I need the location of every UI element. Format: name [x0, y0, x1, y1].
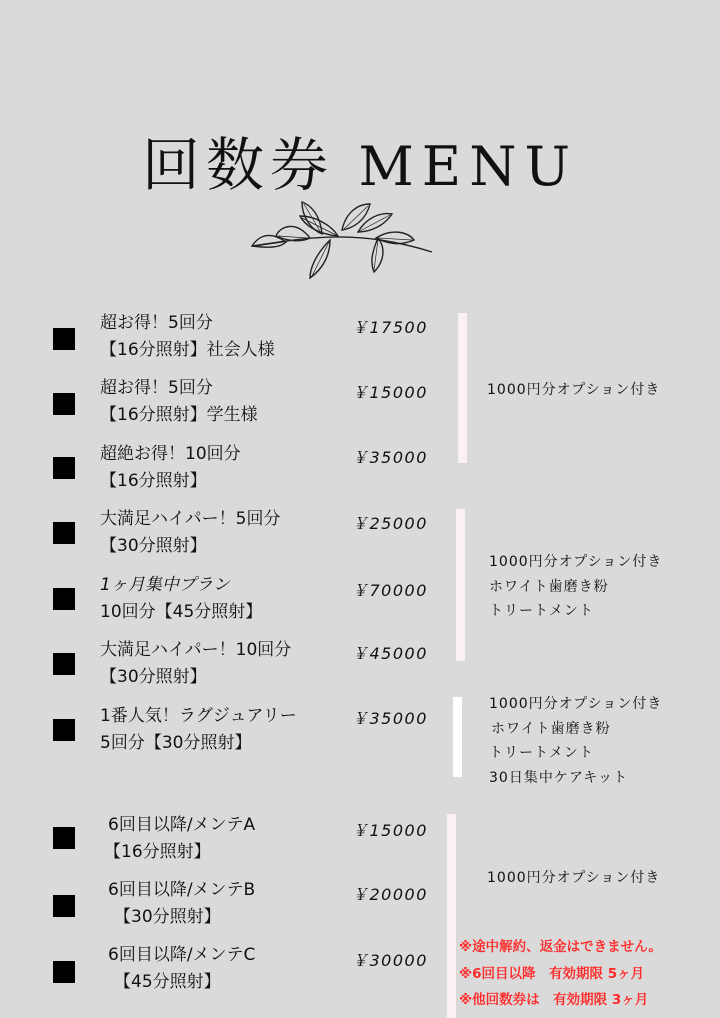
item-name-line2: 【30分照射】 — [100, 667, 207, 687]
note-line: ※6回目以降 有効期限 5ヶ月 — [459, 965, 645, 982]
item-name — [100, 441, 241, 495]
item-price: ￥30000 — [352, 951, 428, 970]
option-line: トリートメント — [489, 745, 594, 761]
group-divider — [458, 313, 467, 463]
menu-item — [0, 443, 460, 503]
item-name-line2: 【30分照射】 — [114, 907, 221, 927]
title-main: 回数券 — [142, 131, 335, 199]
bullet-square — [53, 961, 75, 983]
item-price: ￥15000 — [352, 821, 428, 840]
bullet-square — [53, 588, 75, 610]
item-name-line1: 1番人気！ラグジュアリー — [100, 706, 297, 726]
group-divider — [447, 814, 456, 1018]
option-line: 1000円分オプション付き — [487, 382, 661, 398]
item-name-line2: 【45分照射】 — [114, 972, 221, 992]
item-name — [104, 812, 255, 866]
bullet-square — [53, 457, 75, 479]
item-name-line2: 【30分照射】 — [100, 536, 207, 556]
item-name-line2: 5回分【30分照射】 — [100, 733, 252, 753]
item-name — [100, 637, 291, 691]
menu-item — [0, 706, 460, 766]
item-name — [104, 877, 255, 931]
option-line: 1000円分オプション付き — [489, 696, 663, 712]
item-name — [100, 703, 297, 757]
menu-item — [0, 815, 460, 875]
item-price: ￥45000 — [352, 644, 428, 663]
note-line: ※他回数券は 有効期限 3ヶ月 — [459, 992, 649, 1008]
item-name-line2: 【16分照射】 — [104, 842, 211, 862]
bullet-square — [53, 895, 75, 917]
item-name-line2: 【16分照射】社会人様 — [100, 340, 275, 360]
menu-item — [0, 509, 460, 569]
item-name-line1: 超お得！5回分 — [100, 378, 213, 398]
leaf-branch-icon — [246, 198, 436, 284]
item-price: ￥35000 — [352, 448, 428, 467]
item-name-line1: 6回目以降/メンテC — [108, 945, 256, 965]
terms-notes — [459, 934, 662, 1014]
item-name-line1: 6回目以降/メンテB — [108, 880, 256, 900]
item-name-line2: 10回分【45分照射】 — [100, 602, 263, 622]
group-divider — [456, 509, 465, 661]
item-price: ￥70000 — [352, 581, 428, 600]
bullet-square — [53, 522, 75, 544]
item-name — [104, 942, 255, 996]
option-block — [489, 692, 662, 790]
menu-item — [0, 575, 460, 635]
option-block — [487, 866, 660, 891]
option-line: ホワイト歯磨き粉 — [489, 578, 609, 595]
option-line: トリートメント — [489, 603, 594, 619]
note-line: ※途中解約、返金はできません。 — [459, 939, 662, 955]
bullet-square — [53, 827, 75, 849]
option-line: 30日集中ケアキット — [489, 769, 628, 786]
item-name-line2: 【16分照射】学生様 — [100, 405, 258, 425]
bullet-square — [53, 393, 75, 415]
item-name-line1: 大満足ハイパー！5回分 — [100, 509, 281, 529]
item-name — [100, 572, 262, 626]
item-name-line1: 6回目以降/メンテA — [108, 815, 256, 835]
menu-item — [0, 945, 460, 1005]
menu-item — [0, 312, 460, 372]
item-name — [100, 506, 280, 560]
bullet-square — [53, 653, 75, 675]
item-price: ￥17500 — [352, 318, 428, 337]
option-block — [489, 550, 662, 624]
item-price: ￥20000 — [352, 885, 428, 904]
item-price: ￥35000 — [352, 709, 428, 728]
item-price: ￥25000 — [352, 514, 428, 533]
item-name-line2: 【16分照射】 — [100, 471, 207, 491]
group-divider — [453, 697, 462, 777]
title-sub: MENU — [358, 135, 578, 198]
item-price: ￥15000 — [352, 383, 428, 402]
bullet-square — [53, 719, 75, 741]
option-line: 1000円分オプション付き — [487, 870, 661, 886]
item-name-line1: 1ヶ月集中プラン — [100, 575, 230, 595]
option-line: 1000円分オプション付き — [489, 554, 663, 570]
item-name — [100, 310, 275, 364]
option-line: ホワイト歯磨き粉 — [491, 720, 611, 737]
menu-item — [0, 378, 460, 438]
item-name-line1: 超絶お得！10回分 — [100, 444, 241, 464]
option-block — [487, 378, 660, 403]
bullet-square — [53, 328, 75, 350]
item-name — [100, 375, 258, 429]
menu-item — [0, 640, 460, 700]
page-title — [0, 118, 720, 202]
item-name-line1: 大満足ハイパー！10回分 — [100, 640, 292, 660]
menu-item — [0, 880, 460, 940]
item-name-line1: 超お得！5回分 — [100, 313, 213, 333]
